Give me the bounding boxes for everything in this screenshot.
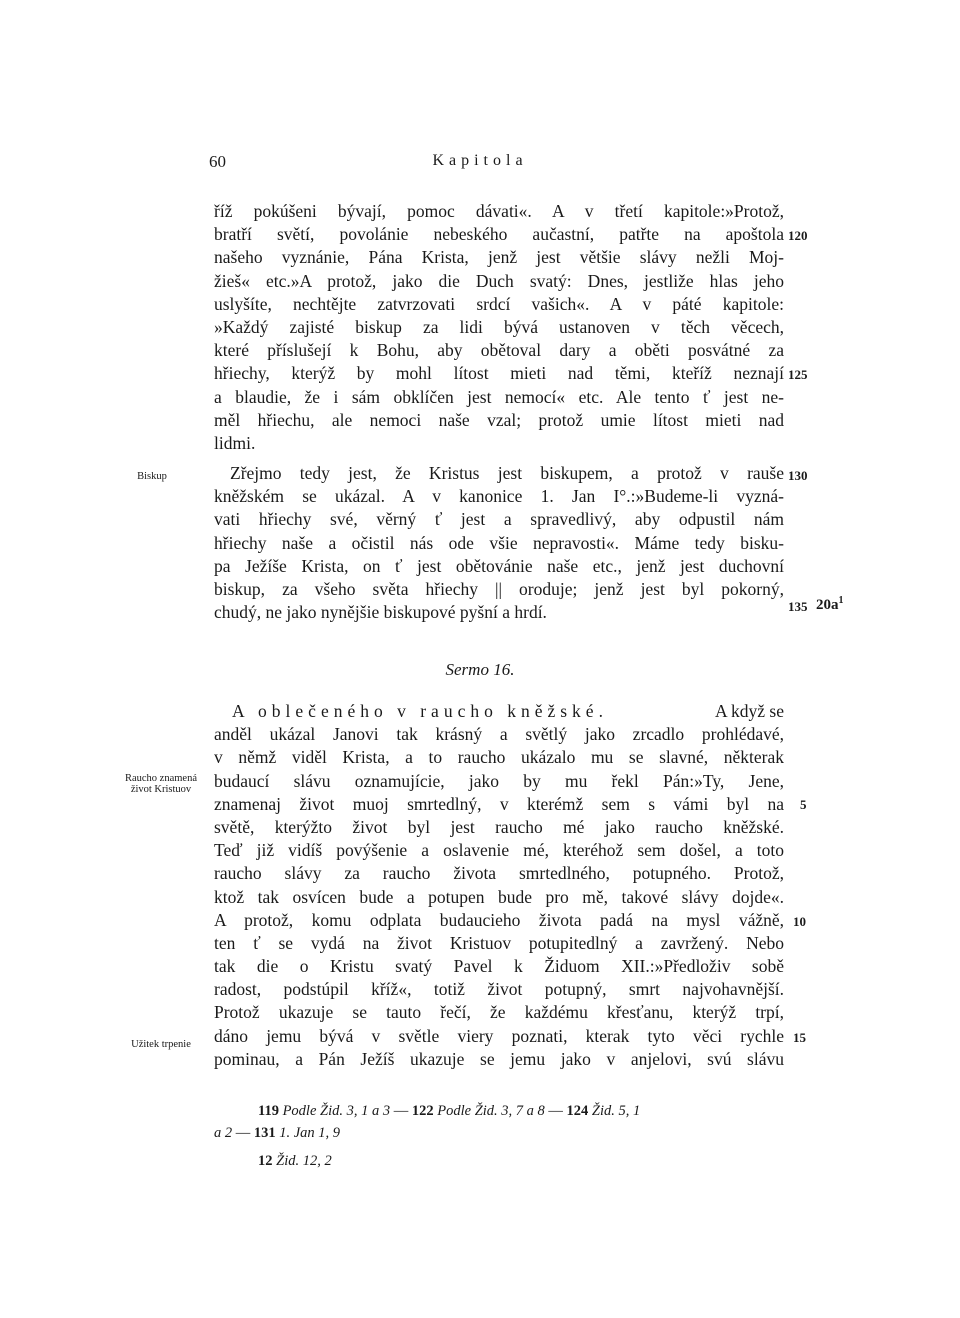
text-line: hřiechy, kterýž by mohl lítost mieti nad těmi, kteříž neznají — [214, 363, 784, 384]
running-title — [0, 152, 960, 170]
text-line: ten ť se vydá na život Kristuov potupitedlný a zavržený. Nebo — [214, 932, 784, 953]
text-line: žieš« etc.»A protož, jako die Duch svatý: Dnes, jestliže hlas jeho — [214, 270, 784, 291]
text-line: uslyšíte, nechtějte zatvrzovati srdcí vašich«. A v páté kapitole: — [214, 293, 784, 314]
paragraph-1 — [214, 200, 784, 455]
sermo-first-rest: A když se — [714, 701, 784, 721]
running-title-text: Kapitola — [432, 152, 528, 169]
text-line: znamenaj život muoj smrtedlný, v kterémž sem s vámi byl na — [214, 793, 784, 814]
text-line: budaucí slávu oznamujície, jako by mu řekl Pán:»Ty, Jene, — [214, 770, 784, 791]
text-line: raucho slávy za raucho života smrtedlného, potupného. Protož, — [214, 863, 784, 884]
text-line: a blaudie, že i sám obklíčen jest nemocí« etc. Ale tento ť jest ne- — [214, 386, 784, 407]
text-line: chudý, ne jako nynějšie biskupové pyšní a hrdí. — [214, 602, 547, 623]
text-line: »Každý zajisté biskup za lidi bývá ustanoven v těch věcech, — [214, 316, 784, 337]
text-line: tak die o Kristu svatý Pavel k Židuom XII.:»Předloživ sobě — [214, 956, 784, 977]
footnote-number: 131 — [253, 1125, 276, 1141]
footnote-text: Podle Žid. 3, 7 a 8 — [437, 1103, 545, 1119]
text-line: pominau, a Pán Ježíš ukazuje se jemu jako v anjelovi, svú slávu — [214, 1048, 784, 1069]
sermo-incipit: A oblečeného v raucho kněžské. — [232, 701, 608, 721]
sermo-first-line — [232, 700, 784, 723]
margin-note-raucho: Raucho znamená život Kristuov — [124, 773, 197, 795]
text-line: bratří světí, povolánie nebeského aučastní, patřte na apoštola — [214, 224, 784, 245]
text-line: biskup, za všeho světa hřiechy || oroduje; jenž jest byl pokorný, — [214, 578, 784, 599]
text-line: dáno jemu bývá v světle viery poznati, kterak tyto věci rychle — [214, 1025, 784, 1046]
line-number: 135 — [788, 599, 808, 614]
text-line: světě, kterýžto život byl jest raucho mé jako raucho kněžské. — [214, 816, 784, 837]
text-line: radost, podstúpil kříž«, totiž život potupný, smrt najvohavnější. — [214, 979, 784, 1000]
line-number: 5 — [800, 797, 807, 812]
folio-sup: 1 — [838, 595, 844, 606]
text-line: Zřejmo tedy jest, že Kristus jest biskupem, a protož v rauše — [230, 463, 784, 483]
footnote-text: Žid. 12, 2 — [276, 1153, 332, 1169]
text-line: vati hřiechy své, věrný ť jest a spravedlivý, aby odpustil nám — [214, 509, 784, 530]
line-number: 15 — [793, 1030, 806, 1045]
text-line: A protož, komu odplata budaucieho života padá na mysl vážně, — [214, 909, 784, 930]
text-line: hřiechy naše a očistil nás ode všie nepravosti«. Máme tedy bisku- — [214, 532, 784, 553]
footnote-number: 12 — [258, 1153, 273, 1169]
paragraph-3 — [214, 723, 784, 1071]
page-number: 60 — [209, 152, 226, 171]
folio-label: 20a — [816, 597, 839, 613]
paragraph-2-body — [214, 485, 784, 624]
text-line: kněžském se ukázal. A v kanonice 1. Jan I°.:»Budeme-li vyzná- — [214, 486, 784, 507]
footnote-text: 1. Jan 1, 9 — [279, 1125, 341, 1141]
footnote-text: a 2 — [214, 1125, 233, 1141]
text-line: které příslušejí k Bohu, aby obětoval dary a oběti posvátné za — [214, 340, 784, 361]
text-line: pa Ježíše Krista, on ť jest obětovánie naše etc., jenž jest duchovní — [214, 555, 784, 576]
footnotes: 119 Podle Žid. 3, 1 a 3 — 122 Podle Žid. 3, 7 a 8 — 124 Žid. 5, 1 a 2 — 131 1. Jan 1, 9 12 Žid. 12, 2 — [214, 1103, 641, 1169]
line-number: 130 — [788, 468, 808, 483]
text-line: Protož ukazuje se tauto řečí, že každému křesťanu, kterýž trpí, — [214, 1002, 784, 1023]
text-line: říž pokúšeni bývají, pomoc dávati«. A v třetí kapitole:»Protož, — [214, 201, 784, 221]
text-line: ktož tak osvícen bude a potupen bude pro mě, takové slávy dojde«. — [214, 886, 784, 907]
margin-note-uzitek: Užitek trpenie — [131, 1039, 191, 1050]
footnote-number: 124 — [566, 1103, 589, 1119]
line-number: 10 — [793, 914, 806, 929]
text-line: našeho vyznánie, Pána Krista, jenž jest většie slávy nežli Moj- — [214, 247, 784, 268]
footnote-text: Podle Žid. 3, 1 a 3 — [282, 1103, 391, 1119]
margin-note-biskup: Biskup — [137, 471, 167, 482]
paragraph-2 — [230, 462, 784, 485]
footnote-number: 119 — [258, 1103, 279, 1119]
footnote-text: Žid. 5, 1 — [591, 1103, 641, 1119]
folio-mark — [816, 595, 844, 614]
text-line: anděl ukázal Janovi tak krásný a světlý jako zrcadlo prohlédavé, — [214, 724, 784, 745]
footnote-number: 122 — [411, 1103, 434, 1119]
text-line: měl hřiechu, ale nemoci naše vzal; protož umie lítost mieti nad — [214, 409, 784, 430]
text-line: lidmi. — [214, 432, 256, 453]
text-line: Teď již vidíš povýšenie a oslavenie mé, kteréhož sem došel, a toto — [214, 840, 784, 861]
line-number: 125 — [788, 367, 808, 382]
text-line: v němž viděl Krista, a to raucho ukázalo mu se slavné, některak — [214, 747, 784, 768]
sermo-heading: Sermo 16. — [445, 660, 515, 679]
line-number: 120 — [788, 228, 808, 243]
